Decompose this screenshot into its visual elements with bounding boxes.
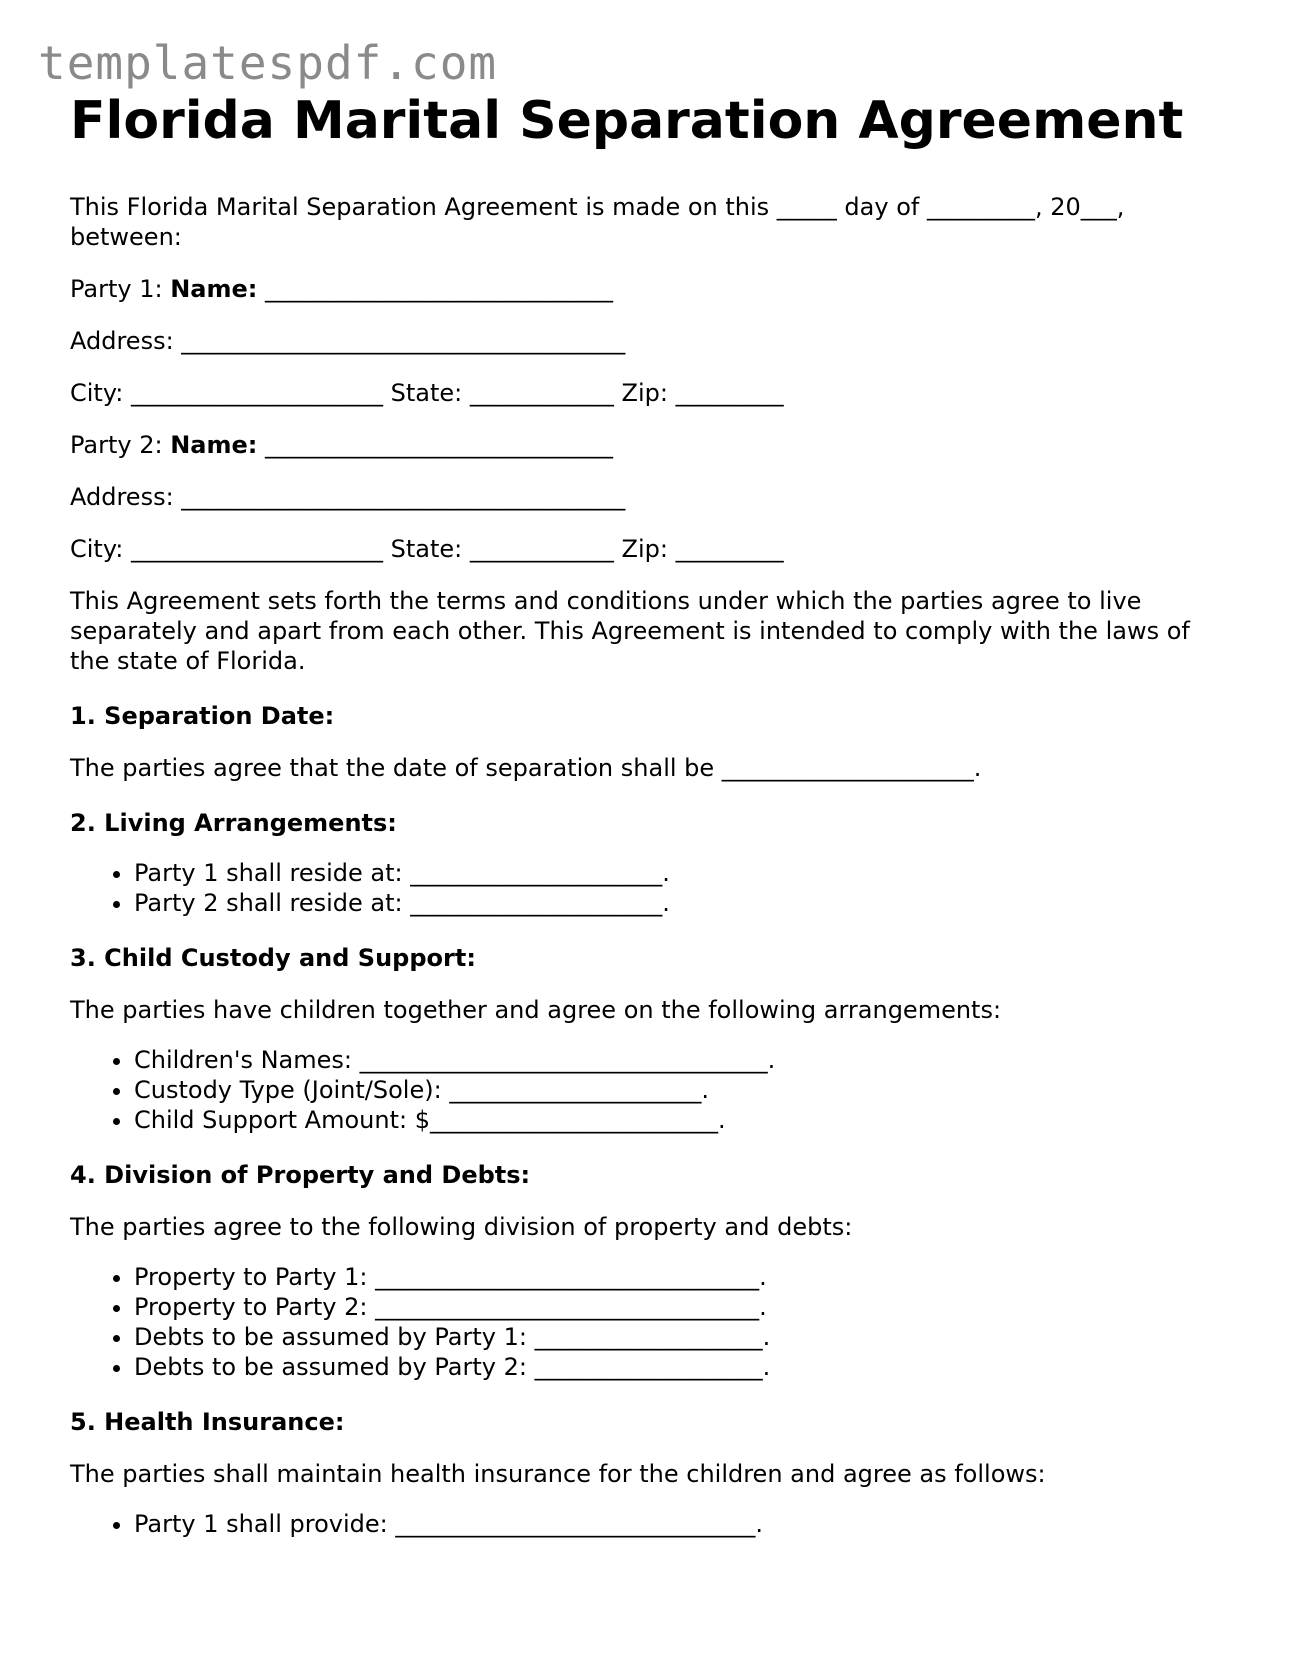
party2-prefix: Party 2: [70, 430, 171, 459]
list-item: • Party 1 shall reside at: _____________________. [134, 858, 1230, 888]
party2-city-line: City: _____________________ State: ____________ Zip: _________ [70, 534, 784, 563]
section-3-list [70, 1045, 1230, 1135]
list-item: • Party 2 shall reside at: _____________________. [134, 888, 1230, 918]
document-page [70, 92, 1230, 1539]
list-item: • Party 1 shall provide: ______________________________. [134, 1509, 1230, 1539]
section-5-heading: 5. Health Insurance: [70, 1407, 345, 1436]
party2-name-label: Name: [170, 430, 258, 459]
list-item: • Debts to be assumed by Party 2: ___________________. [134, 1352, 1230, 1382]
section-4-list [70, 1262, 1230, 1382]
watermark-text: templatespdf.com [38, 36, 498, 90]
party1-name-blank: _____________________________ [257, 274, 614, 303]
party1-prefix: Party 1: [70, 274, 171, 303]
list-item: • Child Support Amount: $________________________. [134, 1105, 1230, 1135]
party1-name-label: Name: [170, 274, 258, 303]
intro-paragraph: This Florida Marital Separation Agreement is made on this _____ day of _________, 20___, between: [70, 192, 1125, 251]
list-item: • Property to Party 2: ________________________________. [134, 1292, 1230, 1322]
section-2-heading: 2. Living Arrangements: [70, 808, 397, 837]
section-1-text: The parties agree that the date of separation shall be _____________________. [70, 753, 982, 782]
list-item: • Children's Names: __________________________________. [134, 1045, 1230, 1075]
party1-name-line [70, 274, 1230, 304]
section-3-text: The parties have children together and agree on the following arrangements: [70, 995, 1002, 1024]
list-item: • Property to Party 1: ________________________________. [134, 1262, 1230, 1292]
party2-address-line: Address: _____________________________________ [70, 482, 626, 511]
party1-address-line: Address: _____________________________________ [70, 326, 626, 355]
purpose-paragraph: This Agreement sets forth the terms and conditions under which the parties agree to live separately and apart from each other. This Agreement is intended to comply with the laws of the state of Florida. [70, 586, 1190, 675]
list-item: • Custody Type (Joint/Sole): _____________________. [134, 1075, 1230, 1105]
section-3-heading: 3. Child Custody and Support: [70, 943, 476, 972]
section-5-text: The parties shall maintain health insurance for the children and agree as follows: [70, 1459, 1046, 1488]
section-4-heading: 4. Division of Property and Debts: [70, 1160, 531, 1189]
section-5-list [70, 1509, 1230, 1539]
section-2-list [70, 858, 1230, 918]
document-title: Florida Marital Separation Agreement [70, 91, 1184, 151]
section-4-text: The parties agree to the following division of property and debts: [70, 1212, 853, 1241]
party2-name-blank: _____________________________ [257, 430, 614, 459]
list-item: • Debts to be assumed by Party 1: ___________________. [134, 1322, 1230, 1352]
party2-name-line [70, 430, 1230, 460]
party1-city-line: City: _____________________ State: ____________ Zip: _________ [70, 378, 784, 407]
section-1-heading: 1. Separation Date: [70, 701, 335, 730]
